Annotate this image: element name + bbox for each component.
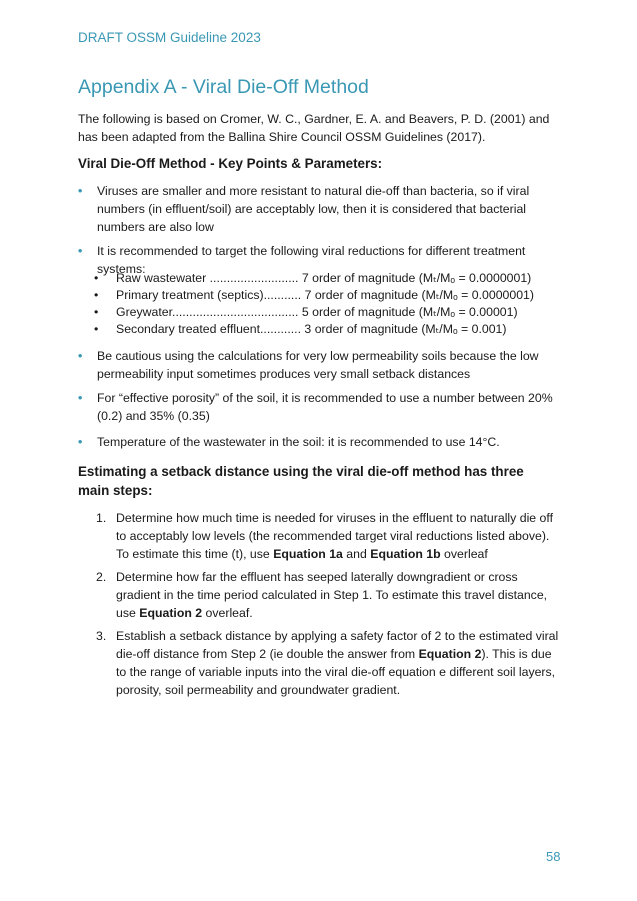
- bullet-item: [78, 433, 563, 451]
- bullet-text: Be cautious using the calculations for very low permeability soils because the low permeability input sometimes produces very small setback distances: [97, 349, 539, 381]
- page-number: 58: [546, 849, 561, 864]
- step-number: 2.: [96, 570, 107, 584]
- step-number: 1.: [96, 511, 107, 525]
- running-header: DRAFT OSSM Guideline 2023: [78, 30, 261, 45]
- reduction-text: Primary treatment (septics)........... 7 order of magnitude (Mₜ/Mₒ = 0.0000001): [116, 288, 534, 302]
- step-text: Determine how far the effluent has seeped laterally downgradient or cross gradient in the time period calculated in Step 1. To estimate this travel distance, use Equation 2 overleaf.: [116, 570, 548, 620]
- bullet-marker: •: [78, 184, 83, 198]
- reduction-text: Greywater..................................... 5 order of magnitude (Mₜ/Mₒ = 0.00001): [116, 305, 518, 319]
- step-number: 3.: [96, 629, 107, 643]
- bullet-marker: •: [78, 349, 83, 363]
- bullet-text: Viruses are smaller and more resistant to natural die-off than bacteria, so if viral numbers (in effluent/soil) are acceptably low, then it is considered that bacterial numbers are also low: [97, 184, 530, 234]
- section-heading-key-points: Viral Die-Off Method - Key Points & Parameters:: [78, 156, 383, 171]
- reduction-item: [94, 270, 554, 287]
- sub-bullet-marker: •: [94, 288, 99, 302]
- step-item: [96, 627, 561, 699]
- intro-paragraph: The following is based on Cromer, W. C., Gardner, E. A. and Beavers, P. D. (2001) and has been adapted from the Ballina Shire Council OSSM Guidelines (2017).: [78, 112, 550, 144]
- bullet-item: [78, 389, 563, 425]
- bullet-text: It is recommended to target the following viral reductions for different treatment systems:: [97, 244, 526, 276]
- step-item: [96, 509, 561, 563]
- page-title: Appendix A - Viral Die-Off Method: [78, 76, 369, 98]
- step-item: [96, 568, 561, 622]
- bullet-marker: •: [78, 244, 83, 258]
- reduction-item: [94, 304, 554, 321]
- section-heading-steps: Estimating a setback distance using the viral die-off method has three main steps:: [78, 464, 524, 498]
- bullet-text: For “effective porosity” of the soil, it is recommended to use a number between 20% (0.2) and 35% (0.35): [97, 391, 553, 423]
- sub-bullet-marker: •: [94, 271, 99, 285]
- bullet-marker: •: [78, 391, 83, 405]
- reduction-text: Raw wastewater .......................... 7 order of magnitude (Mₜ/Mₒ = 0.0000001): [116, 271, 532, 285]
- reduction-text: Secondary treated effluent............ 3 order of magnitude (Mₜ/Mₒ = 0.001): [116, 322, 507, 336]
- reduction-item: [94, 321, 554, 338]
- step-text: Establish a setback distance by applying a safety factor of 2 to the estimated viral die-off distance from Step 2 (ie double the answer from Equation 2). This is due to the range of variable inputs into the viral die-off equation e different soil layers, porosity, soil permeability and groundwater gradient.: [116, 629, 559, 697]
- reduction-item: [94, 287, 554, 304]
- sub-bullet-marker: •: [94, 305, 99, 319]
- bullet-item: [78, 182, 563, 236]
- sub-bullet-marker: •: [94, 322, 99, 336]
- bullet-text: Temperature of the wastewater in the soil: it is recommended to use 14°C.: [97, 435, 500, 449]
- bullet-item: [78, 347, 563, 383]
- step-text: Determine how much time is needed for viruses in the effluent to naturally die off to acceptably low levels (the recommended target viral reductions listed above). To estimate this time (t), use Equation 1a and Equation 1b overleaf: [116, 511, 554, 561]
- bullet-marker: •: [78, 435, 83, 449]
